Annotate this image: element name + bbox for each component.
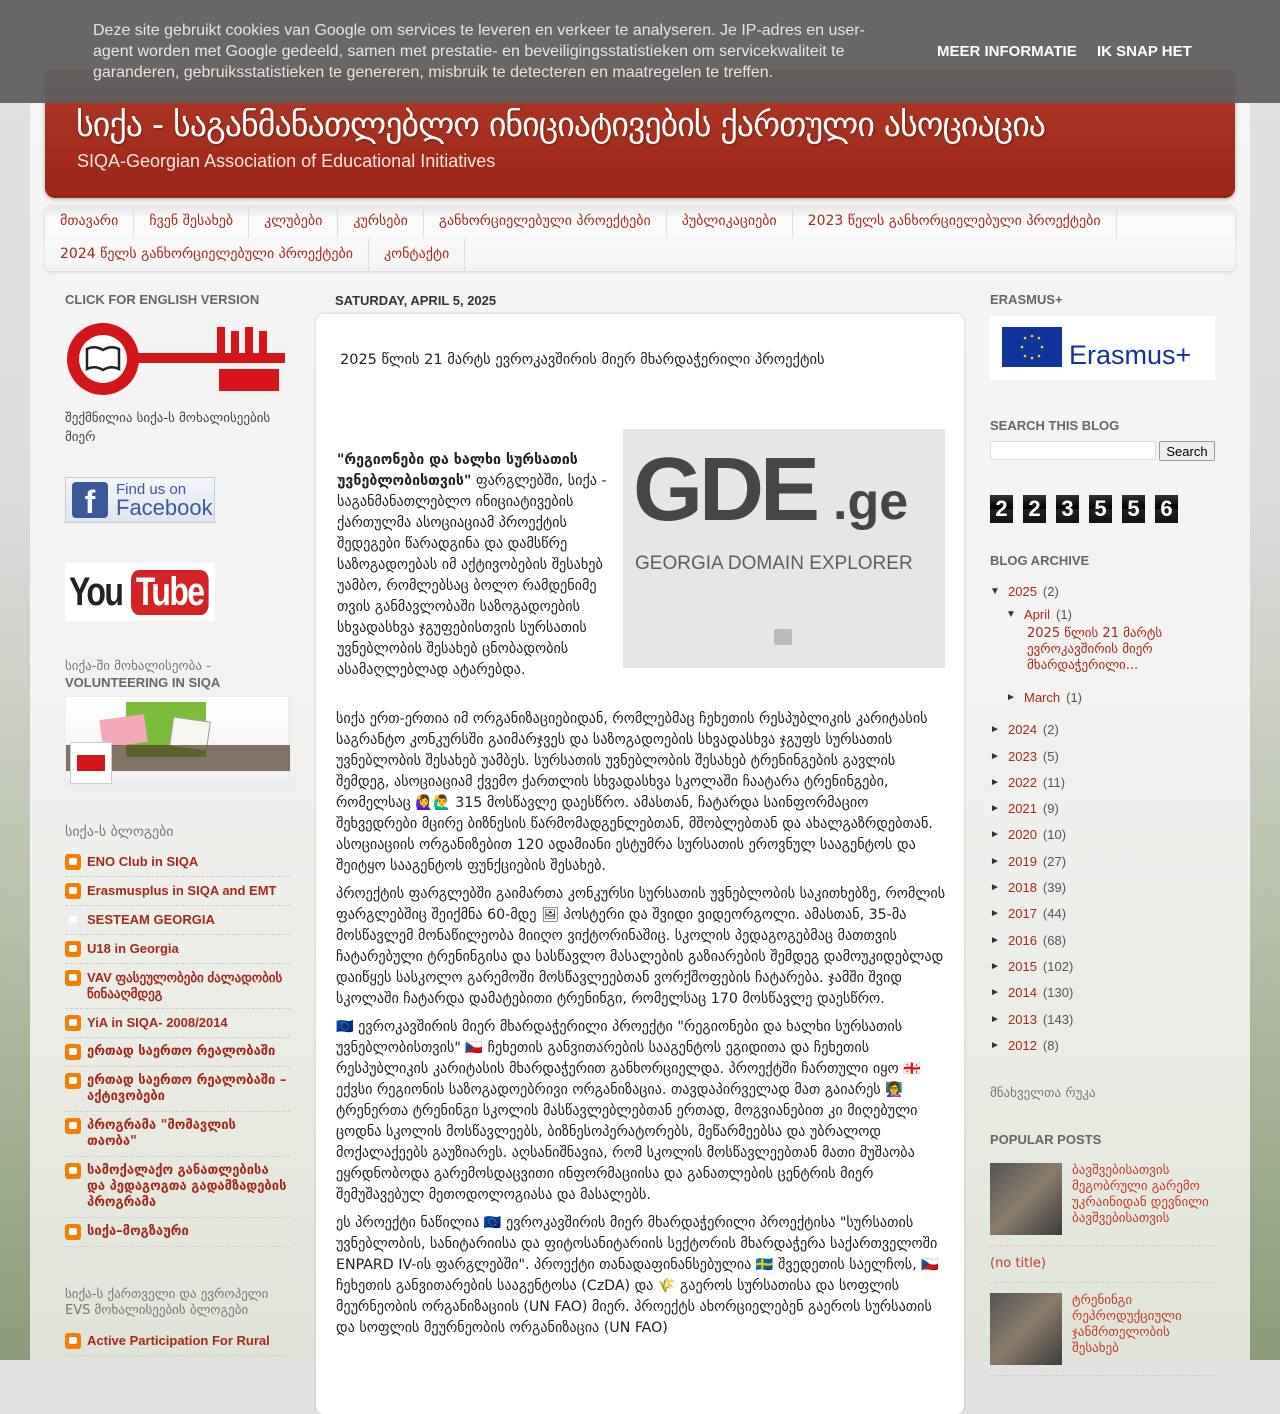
archive-count: (2) [1042, 583, 1059, 599]
archive-post-link[interactable]: 2025 წლის 21 მარტს ევროკავშირის მიერ მხარდაჭერილი... [1027, 626, 1163, 674]
post-lead [337, 450, 615, 681]
popular-post[interactable] [990, 1153, 1215, 1246]
blog-link[interactable]: VAV ფასეულობები ძალადობის წინააღმდეგ [87, 970, 283, 1001]
archive-year-link[interactable]: 2012 [1008, 1037, 1037, 1053]
post-paragraph: სიქა ერთ-ერთია იმ ორგანიზაციებიდან, რომლებმაც ჩეხეთის რესპუბლიკის კარიტასის საგრანტო კონკურსში გაიმარჯვეს და საზოგადოების სხვადასხვა ჯგუფს სურსათის უვნებლობის შესახებ უამბეს. სურსათის უვნებლობის შესახებ ტრენინგების გავლის შემდეგ, ასოციაციამ ქვემო ქართლის სხვადასხვა სკოლაში ჩაატარა ტრენინგები, რომელსაც 🙋‍♀️🙋‍♂️ 315 მოსწავლე დაესწრო. ამასთან, ჩატარდა საინფორმაციო შეხვედრები მცირე ბიზნესის წარმომადგენლებთან, მშობლებთან და ახალგაზრდებთან. ასოციაციის ორგანიზებით 120 ადამიანი ესტუმრა სურსათის ეროვნულ სააგენტოს და შეიტყო სააგენტოს ფუნქციების შესახებ. [336, 711, 933, 874]
search-title: SEARCH THIS BLOG [990, 418, 1120, 433]
archive-year-link[interactable]: 2019 [1008, 853, 1037, 869]
post-image-placeholder[interactable] [623, 429, 945, 668]
cookie-banner [0, 0, 1280, 103]
blogger-icon [65, 1163, 81, 1179]
facebook-badge[interactable] [65, 477, 215, 523]
pageview-digit: 6 [1155, 495, 1178, 523]
blogger-icon [65, 854, 81, 870]
pageview-digit: 5 [1089, 495, 1112, 523]
right-sidebar [990, 292, 1215, 1376]
archive-year-link[interactable]: 2020 [1008, 827, 1037, 843]
collapsed-triangle-icon[interactable]: ► [990, 724, 1000, 736]
collapsed-triangle-icon[interactable]: ► [990, 776, 1000, 788]
watermark-ge: .ge [833, 473, 909, 531]
pageview-digit: 2 [990, 495, 1013, 523]
popular-post-thumbnail[interactable] [990, 1293, 1062, 1365]
archive-year-row [990, 717, 1215, 743]
nav-item[interactable]: განხორციელებული პროექტები [424, 205, 667, 238]
collapsed-triangle-icon[interactable]: ► [990, 803, 1000, 815]
nav-item[interactable]: მთავარი [45, 205, 134, 238]
archive-count: (130) [1042, 985, 1074, 1001]
collapsed-triangle-icon[interactable]: ► [990, 882, 1000, 894]
key-logo-icon [65, 319, 287, 399]
volunteering-title-en: VOLUNTEERING IN SIQA [65, 675, 221, 690]
youtube-you: You [69, 569, 123, 614]
evs-blogs-title: სიქა-ს ქართველი და ევროპელი EVS მოხალისეების ბლოგები [65, 1287, 269, 1318]
blog-link[interactable]: ENO Club in SIQA [87, 854, 199, 869]
archive-year-link[interactable]: 2014 [1008, 985, 1037, 1001]
pages-nav [45, 205, 1235, 271]
archive-year-row [990, 1006, 1215, 1032]
archive-year-row [990, 927, 1215, 953]
collapsed-triangle-icon[interactable]: ► [990, 829, 1000, 841]
popular-post-link[interactable]: ტრენინგი რეპროდუქციული ჯანმრთელობის შესახებ [1072, 1293, 1182, 1357]
collapsed-triangle-icon[interactable]: ► [990, 934, 1000, 946]
blog-link[interactable]: Active Participation For Rural [87, 1333, 270, 1348]
archive-count: (1) [1056, 606, 1072, 622]
pageview-digit: 5 [1122, 495, 1145, 523]
archive-count: (39) [1042, 880, 1067, 896]
post-paragraph: ეს პროექტი ნაწილია 🇪🇺 ევროკავშირის მიერ მხარდაჭერილი პროექტისა "სურსათის უვნებლობის, სანიტარიისა და ფიტოსანიტარიის სექტორის მხარდაჭერა საქართველოში ENPARD IV-ის ფარგლებში". პროექტი თანადაფინანსებულია 🇸🇪 შვედეთის საელჩოს, 🇨🇿 ჩეხეთის განვითარების სააგენტოსა (CzDA) და 🌾 გაეროს სურსათისა და სოფლის მეურნეობის ორგანიზაციის (UN FAO) მიერ. პროექტს ახორციელებენ გაეროს სურსათის და სოფლის მეურნეობის ორგანიზაცია (UN FAO) [336, 1215, 939, 1336]
nav-item[interactable]: კლუბები [249, 205, 338, 238]
archive-count: (143) [1042, 1011, 1074, 1027]
blogger-icon [65, 912, 81, 928]
pageview-digit: 2 [1023, 495, 1046, 523]
blog-link[interactable]: ერთად საერთო რეალობაში – აქტივობები [87, 1073, 287, 1104]
archive-title: BLOG ARCHIVE [990, 553, 1090, 568]
expanded-triangle-icon[interactable]: ▼ [990, 585, 1000, 597]
volunteering-title-ka: სიქა-ში მოხალისეობა - [65, 659, 211, 674]
blog-link[interactable]: პროგრამა "მომავლის თაობა" [87, 1118, 236, 1149]
youtube-tube: Tube [131, 570, 208, 615]
blog-link[interactable]: SESTEAM GEORGIA [87, 912, 215, 927]
archive-count: (5) [1042, 748, 1059, 764]
blog-post [316, 314, 964, 1414]
archive-year-row [990, 795, 1215, 821]
post-paragraph: 🇪🇺 ევროკავშირის მიერ მხარდაჭერილი პროექტი "რეგიონები და ხალხი სურსათის უვნებლობისთვის" 🇨🇿 ჩეხეთის განვითარების სააგენტოს ეგიდითა და ჩეხეთის რესპუბლიკის კარიტასის მხარდაჭერით განხორციელდა. პროექტში ჩართული იყო 🇬🇪 ექვსი რეგიონის საზოგადოებრივი ორგანიზაცია. თავდაპირველად მათ გაიარეს 👩‍🏫 ტრენერთა ტრენინგი სკოლის მასწავლებლებთან ერთად, მოგვიანებით კი მიღებული ცოდნა სკოლის მოსწავლეებს, ბიზნესოპერატორებს, მეწარმეებსა და უბრალოდ მოქალაქეებს გაუზიარეს. აღსანიშნავია, რომ სკოლის მოსწავლეებთან მათი მუშაობა ეყრდნობოდა გარემოსდაცვითი ინფორმაციისა და განათლების ცენტრის მიერ შემუშავებულ მეთოდოლოგიასა და მასალებს. [336, 1019, 921, 1203]
eu-flag-icon [1002, 327, 1062, 367]
archive-count: (10) [1042, 827, 1067, 843]
project-name: "რეგიონები და ხალხი სურსათის უვნებლობისთვის" [337, 452, 578, 489]
blog-list-item[interactable] [65, 1067, 290, 1112]
blogger-icon [65, 941, 81, 957]
blog-link[interactable]: U18 in Georgia [87, 941, 179, 956]
facebook-line1: Find us on [116, 480, 187, 498]
post-title[interactable]: 2025 წლის 21 მარტს ევროკავშირის მიერ მხარდაჭერილი პროექტის [340, 352, 825, 368]
blog-list-item[interactable] [65, 906, 290, 935]
blog-list-item[interactable] [65, 1112, 290, 1157]
evs-blog-list [65, 1327, 290, 1356]
blog-list-item[interactable] [65, 877, 290, 906]
collapsed-triangle-icon[interactable]: ► [990, 987, 1000, 999]
nav-item[interactable]: 2024 წელს განხორციელებული პროექტები [45, 238, 369, 271]
archive-year-row [990, 822, 1215, 848]
archive-year-link[interactable]: 2024 [1008, 722, 1037, 738]
archive-count: (11) [1042, 774, 1066, 790]
collapsed-triangle-icon[interactable]: ► [990, 960, 1000, 972]
archive-year-link[interactable]: 2021 [1008, 801, 1037, 817]
blog-list-item[interactable] [65, 964, 290, 1009]
archive-year-row [990, 980, 1215, 1006]
archive-year-link[interactable]: 2022 [1008, 774, 1037, 790]
expanded-triangle-icon[interactable]: ▼ [1006, 608, 1016, 620]
blog-archive [990, 578, 1215, 1058]
archive-count: (8) [1042, 1037, 1059, 1053]
volunteering-facebook-image[interactable] [65, 696, 289, 789]
blog-list [65, 848, 290, 1247]
post-paragraph: პროექტის ფარგლებში გაიმართა კონკურსი სურსათის უვნებლობის საკითხებზე, რომლის ფარგლებშიც შეიქმნა 60-მდე 🖼 პოსტერი და შვიდი ვიდეორგოლი. ამასთან, 35-მა მოსწავლემ მონაწილეობა მიიღო ვიქტორინაშიც. სკოლის პედაგოგებმაც მათთვის ჩატარებული ტრენინგისა და სასწავლო მასალების გაზიარების შემდეგ დამოუკიდებლად დაიწყეს სასკოლო გარემოში მოსწავლეებთან ვორქშოფების ჩატარება. ჯამში შვიდ სკოლაში ჩატარდა დამატებითი ტრენინგი, რომელსაც 170 მოსწავლე დაესწრო. [336, 886, 946, 1007]
archive-year-row [990, 953, 1215, 979]
image-icon [774, 629, 792, 645]
archive-year-link[interactable]: 2016 [1008, 932, 1037, 948]
accept-cookies-button[interactable]: IK SNAP HET [1097, 43, 1192, 60]
blog-list-item[interactable] [65, 1157, 290, 1218]
blog-link[interactable]: Erasmusplus in SIQA and EMT [87, 883, 277, 898]
nav-item[interactable]: 2023 წელს განხორციელებული პროექტები [793, 205, 1117, 238]
collapsed-triangle-icon[interactable]: ► [990, 1013, 1000, 1025]
search-form [990, 441, 1215, 461]
popular-post-thumbnail[interactable] [990, 1163, 1062, 1235]
blog-list-item[interactable] [65, 935, 290, 964]
archive-year-link[interactable]: 2015 [1008, 958, 1037, 974]
blog-link[interactable]: სამოქალაქო განათლებისა და პედაგოგთა გადამზადების პროგრამა [87, 1163, 287, 1210]
blog-list-item[interactable] [65, 1038, 290, 1067]
popular-post-link[interactable]: ბავშვებისათვის მეგობრული გარემო უკრაინიდან დევნილი ბავშვებისათვის [1072, 1163, 1209, 1227]
archive-count: (44) [1042, 906, 1067, 922]
blogger-icon [65, 1224, 81, 1240]
blogger-icon [65, 883, 81, 899]
blog-list-item[interactable] [65, 1009, 290, 1038]
blog-description: SIQA-Georgian Association of Educational Initiatives [77, 151, 496, 171]
blogger-icon [65, 1118, 81, 1134]
nav-item[interactable]: კურსები [338, 205, 424, 238]
cookie-text: Deze site gebruikt cookies van Google om services te leveren en verkeer te analyseren. Je IP-adres en user-agent worden met Google gedeeld, samen met prestatie- en beveiligingsstatistieken om servicekwaliteit te garanderen, gebruiksstatistieken te genereren, misbruik te detecteren en maatregelen te treffen. [93, 22, 865, 81]
youtube-badge[interactable] [65, 563, 215, 621]
blogger-icon [65, 1333, 81, 1349]
collapsed-triangle-icon[interactable]: ► [990, 855, 1000, 867]
blogger-icon [65, 1015, 81, 1031]
popular-post[interactable] [990, 1246, 1215, 1283]
archive-count: (102) [1042, 958, 1074, 974]
blogger-icon [65, 1073, 81, 1089]
blogger-icon [65, 970, 81, 986]
blog-link[interactable]: YiA in SIQA- 2008/2014 [87, 1015, 228, 1030]
blog-title[interactable]: სიქა - საგანმანათლებლო ინიციატივების ქართული ასოციაცია [76, 105, 1046, 145]
english-version-title: CLICK FOR ENGLISH VERSION [65, 292, 260, 307]
blog-link[interactable]: სიქა–მოგზაური [87, 1224, 189, 1239]
archive-year-row [990, 769, 1215, 795]
watermark-big: GDE [633, 440, 817, 540]
archive-year-row [990, 874, 1215, 900]
search-input[interactable] [990, 441, 1156, 460]
archive-year-row [990, 743, 1215, 769]
erasmus-logo[interactable] [990, 316, 1215, 380]
popular-post[interactable] [990, 1283, 1215, 1376]
siqa-logo[interactable] [65, 319, 287, 399]
erasmus-title: ERASMUS+ [990, 292, 1063, 307]
blog-list-item[interactable] [65, 1218, 290, 1247]
archive-year-2025[interactable]: 2025 [1008, 583, 1037, 599]
facebook-icon: f [72, 482, 108, 518]
nav-item[interactable]: კონტაქტი [369, 238, 465, 271]
archive-month-april[interactable]: April [1024, 606, 1051, 622]
search-button[interactable]: Search [1159, 441, 1215, 461]
archive-year-link[interactable]: 2017 [1008, 906, 1037, 922]
nav-item[interactable]: პუბლიკაციები [667, 205, 793, 238]
archive-count: (2) [1042, 722, 1059, 738]
left-sidebar [65, 292, 290, 1356]
archive-year-link[interactable]: 2023 [1008, 748, 1037, 764]
collapsed-triangle-icon[interactable]: ► [990, 750, 1000, 762]
more-info-button[interactable]: MEER INFORMATIE [937, 43, 1077, 60]
archive-count: (68) [1042, 932, 1067, 948]
logo-caption: შექმნილია სიქა-ს მოხალისეების მიერ [65, 411, 271, 445]
post-body [336, 709, 948, 1346]
watermark-sub: GEORGIA DOMAIN EXPLORER [635, 553, 913, 574]
post-date: SATURDAY, APRIL 5, 2025 [335, 293, 497, 308]
blog-list-item[interactable] [65, 848, 290, 877]
nav-item[interactable]: ჩვენ შესახებ [134, 205, 249, 238]
blog-list-item[interactable] [65, 1327, 290, 1356]
blog-link[interactable]: ერთად საერთო რეალობაში [87, 1044, 276, 1059]
archive-count: (27) [1042, 853, 1067, 869]
popular-post-link[interactable]: (no title) [990, 1256, 1046, 1272]
blogger-icon [65, 1044, 81, 1060]
erasmus-logo-text: Erasmus+ [1069, 340, 1192, 370]
archive-year-link[interactable]: 2018 [1008, 880, 1037, 896]
blogs-title: სიქა-ს ბლოგები [65, 824, 174, 840]
popular-posts [990, 1153, 1215, 1376]
pageview-digit: 3 [1056, 495, 1079, 523]
archive-count: (1) [1066, 689, 1083, 705]
pageview-counter [990, 495, 1215, 523]
collapsed-triangle-icon[interactable]: ► [990, 1039, 1000, 1051]
archive-count: (9) [1042, 801, 1059, 817]
collapsed-triangle-icon[interactable]: ► [990, 908, 1000, 920]
archive-month-march[interactable]: March [1024, 689, 1061, 705]
siqa-thumb-logo [70, 742, 112, 784]
lead-text: ფარგლებში, სიქა - საგანმანათლებლო ინიციატივების ქართულმა ასოციაციამ პროექტის შედეგები წარადგინა და დამსწრე საზოგადოებას იმ აქტივობების შესახებ უამბო, რომლებსაც ბოლო რამდენიმე თვის განმავლობაში საზოგადოების სხვადასხვა ჯგუფებისთვის სურსათის უვნებლობის შესახებ ცნობადობის ასამაღლებლად ატარებდა. [337, 473, 607, 678]
visitors-map-title: მნახველთა რუკა [990, 1086, 1096, 1102]
archive-year-row [990, 848, 1215, 874]
archive-year-row [990, 901, 1215, 927]
facebook-line2: Facebook [116, 494, 213, 520]
archive-year-row [990, 1032, 1215, 1058]
archive-year-link[interactable]: 2013 [1008, 1011, 1037, 1027]
collapsed-triangle-icon[interactable]: ► [1006, 691, 1016, 703]
popular-posts-title: POPULAR POSTS [990, 1132, 1102, 1148]
